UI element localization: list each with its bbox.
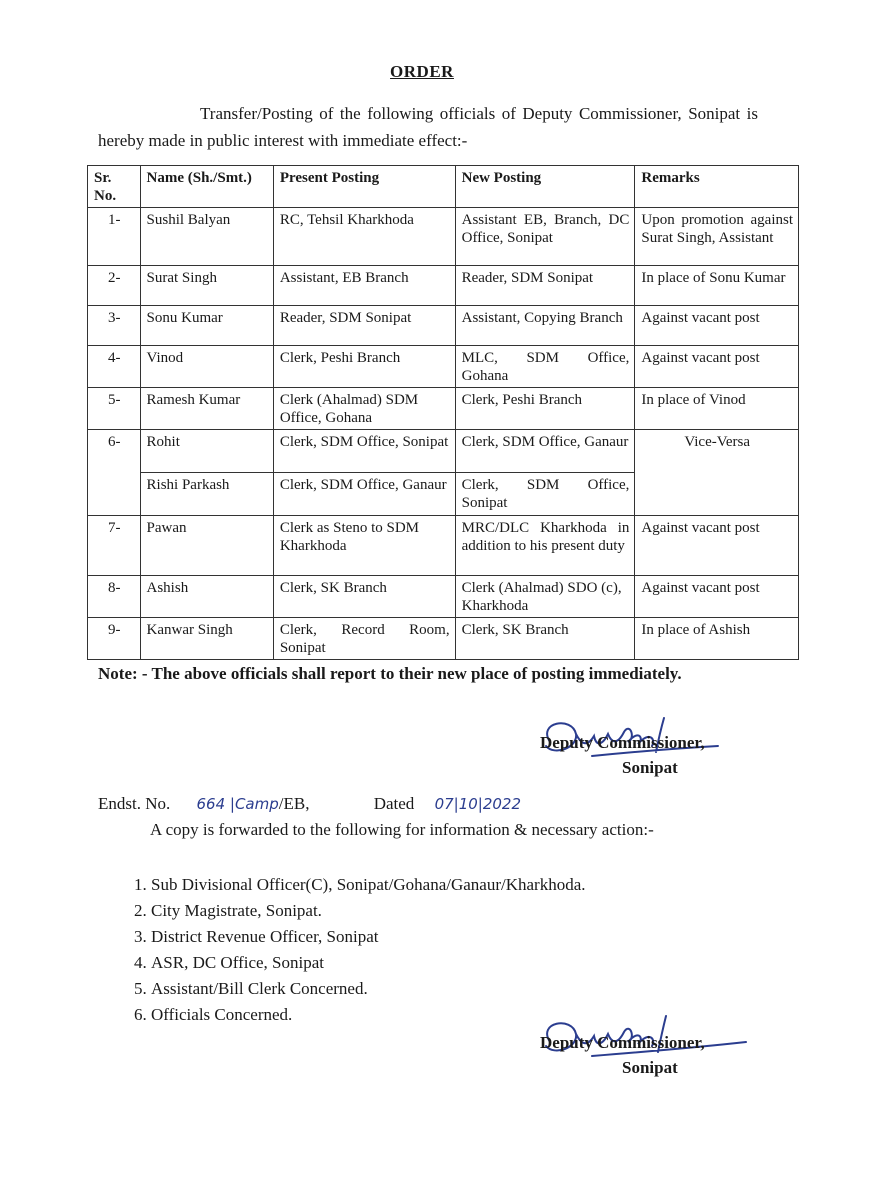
header-new-posting: New Posting [455, 166, 635, 208]
row-present-posting: Clerk, SK Branch [273, 576, 455, 618]
transfer-table [87, 165, 799, 660]
row-sr: 2- [88, 266, 141, 306]
list-item: 5. Assistant/Bill Clerk Concerned. [151, 976, 586, 1002]
row-remarks: In place of Ashish [635, 618, 799, 660]
row-new-posting: Assistant EB, Branch, DC Office, Sonipat [455, 208, 635, 266]
row-present-posting: Clerk, SDM Office, Sonipat [273, 430, 455, 473]
endorsement-line [98, 790, 758, 818]
row-present-posting: Clerk, Record Room, Sonipat [273, 618, 455, 660]
row-remarks: In place of Sonu Kumar [635, 266, 799, 306]
endst-date: 07|10|2022 [434, 795, 522, 813]
row-remarks: Against vacant post [635, 346, 799, 388]
row-sr: 1- [88, 208, 141, 266]
table-row [88, 266, 799, 306]
row-name: Rishi Parkash [140, 473, 273, 516]
intro-paragraph [98, 100, 758, 154]
row-sr: 7- [88, 516, 141, 576]
note-paragraph: Note: - The above officials shall report to their new place of posting immediately. [98, 664, 682, 683]
copy-text: A copy is forwarded to the following for information & necessary action:- [150, 820, 654, 839]
row-new-posting: Assistant, Copying Branch [455, 306, 635, 346]
row-new-posting: Clerk, Peshi Branch [455, 388, 635, 430]
row-present-posting: Clerk, SDM Office, Ganaur [273, 473, 455, 516]
row-sr: 9- [88, 618, 141, 660]
row-present-posting: Assistant, EB Branch [273, 266, 455, 306]
row-present-posting: Clerk (Ahalmad) SDM Office, Gohana [273, 388, 455, 430]
signatory-designation: Deputy Commissioner, [540, 733, 705, 752]
row-sr: 6- [88, 430, 141, 516]
row-new-posting: Clerk, SK Branch [455, 618, 635, 660]
order-title: ORDER [390, 62, 454, 81]
row-name: Rohit [140, 430, 273, 473]
table-row [88, 388, 799, 430]
header-present-posting: Present Posting [273, 166, 455, 208]
table-row [88, 430, 799, 473]
header-name: Name (Sh./Smt.) [140, 166, 273, 208]
row-sr: 8- [88, 576, 141, 618]
row-new-posting: Clerk (Ahalmad) SDO (c), Kharkhoda [455, 576, 635, 618]
table-row [88, 306, 799, 346]
row-present-posting: RC, Tehsil Kharkhoda [273, 208, 455, 266]
row-present-posting: Clerk, Peshi Branch [273, 346, 455, 388]
row-sr: 3- [88, 306, 141, 346]
row-remarks: Upon promotion against Surat Singh, Assistant [635, 208, 799, 266]
row-new-posting: Clerk, SDM Office, Ganaur [455, 430, 635, 473]
row-name: Sushil Balyan [140, 208, 273, 266]
intro-text: Transfer/Posting of the following officials of Deputy Commissioner, Sonipat is hereby made in public interest with immediate effect:- [98, 104, 758, 150]
header-sr-no: Sr. No. [88, 166, 141, 208]
endst-number: 664 |Camp [196, 795, 279, 813]
row-new-posting: Reader, SDM Sonipat [455, 266, 635, 306]
row-remarks: Against vacant post [635, 576, 799, 618]
row-name: Ramesh Kumar [140, 388, 273, 430]
row-name: Vinod [140, 346, 273, 388]
row-new-posting: Clerk, SDM Office, Sonipat [455, 473, 635, 516]
endst-prefix: Endst. No. [98, 794, 171, 813]
row-name: Sonu Kumar [140, 306, 273, 346]
list-item: 1. Sub Divisional Officer(C), Sonipat/Gohana/Ganaur/Kharkhoda. [151, 872, 586, 898]
table-row [88, 208, 799, 266]
row-present-posting: Reader, SDM Sonipat [273, 306, 455, 346]
list-item: 6. Officials Concerned. [151, 1002, 586, 1028]
signatory-place: Sonipat [622, 1058, 678, 1077]
row-remarks: Vice-Versa [635, 430, 799, 516]
endst-suffix: /EB, [278, 794, 310, 813]
table-row [88, 346, 799, 388]
header-remarks: Remarks [635, 166, 799, 208]
row-name: Pawan [140, 516, 273, 576]
row-new-posting: MLC, SDM Office, Gohana [455, 346, 635, 388]
signatory-place: Sonipat [622, 758, 678, 777]
row-name: Kanwar Singh [140, 618, 273, 660]
table-row [88, 516, 799, 576]
list-item: 4. ASR, DC Office, Sonipat [151, 950, 586, 976]
row-sr: 5- [88, 388, 141, 430]
signature-block-2 [540, 1030, 780, 1080]
row-sr: 4- [88, 346, 141, 388]
row-new-posting: MRC/DLC Kharkhoda in addition to his present duty [455, 516, 635, 576]
row-present-posting: Clerk as Steno to SDM Kharkhoda [273, 516, 455, 576]
dated-label: Dated [373, 794, 415, 813]
table-header-row [88, 166, 799, 208]
row-remarks: Against vacant post [635, 306, 799, 346]
row-name: Surat Singh [140, 266, 273, 306]
row-remarks: In place of Vinod [635, 388, 799, 430]
recipient-list [106, 872, 586, 1028]
copy-paragraph [98, 816, 744, 843]
row-remarks: Against vacant post [635, 516, 799, 576]
row-name: Ashish [140, 576, 273, 618]
table-row [88, 576, 799, 618]
list-item: 2. City Magistrate, Sonipat. [151, 898, 586, 924]
signatory-designation: Deputy Commissioner, [540, 1033, 705, 1052]
table-row [88, 618, 799, 660]
signature-block-1 [540, 730, 780, 780]
list-item: 3. District Revenue Officer, Sonipat [151, 924, 586, 950]
